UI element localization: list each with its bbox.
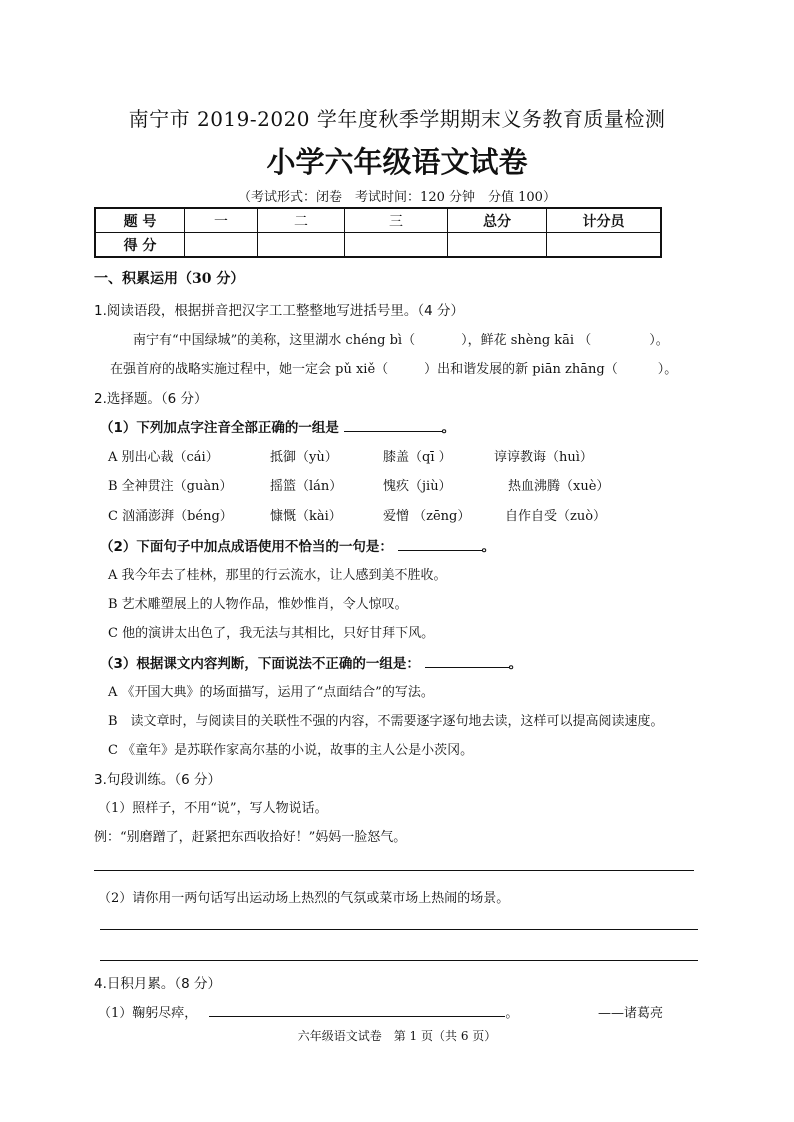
section-heading: 一、积累运用（30 分） <box>94 271 245 287</box>
q2-sub2-option-a: A 我今年去了桂林，那里的行云流水，让人感到美不胜收。 <box>108 568 447 583</box>
score-cell: 题 号 <box>95 208 185 233</box>
q4-sub1-end: 。 <box>505 1006 519 1021</box>
score-input-cell[interactable] <box>345 233 448 258</box>
score-cell: 二 <box>258 208 345 233</box>
score-table-score-row <box>95 233 661 258</box>
option-a-3: 膝盖（qī ） <box>383 450 452 465</box>
q2-sub3-end: 。 <box>508 656 523 672</box>
q2-sub3-option-b: B 读文章时，与阅读目的关联性不强的内容，不需要逐字逐句地去读，这样可以提高阅读速度。 <box>108 714 664 729</box>
answer-blank[interactable] <box>209 1002 505 1017</box>
option-b-1: B 全神贯注（guàn） <box>108 479 233 494</box>
answer-blank[interactable] <box>425 653 509 668</box>
q1-line1-text-c: ）。 <box>649 333 669 348</box>
score-input-cell[interactable] <box>448 233 547 258</box>
score-cell: 总分 <box>448 208 547 233</box>
question-title: 3.句段训练。（6 分） <box>94 772 222 788</box>
q1-line2 <box>110 358 677 377</box>
option-b-3: 愧疚（jiù） <box>383 479 452 494</box>
q1-line2-text-a: 在强首府的战略实施过程中，她一定会 pǔ xiě（ <box>110 362 389 377</box>
q1-line1-text-a: 南宁有“中国绿城”的美称，这里湖水 chéng bì（ <box>133 333 416 348</box>
exam-meta: （考试形式：闭卷 考试时间：120 分钟 分值 100） <box>238 190 556 205</box>
q3-example: 例：“别磨蹭了，赶紧把东西收拾好！”妈妈一脸怒气。 <box>94 830 407 845</box>
score-table-header-row <box>95 208 661 233</box>
q2-sub2-option-c: C 他的演讲太出色了，我无法与其相比，只好甘拜下风。 <box>108 626 435 641</box>
option-c-3: 爱憎 （zēng） <box>383 509 471 524</box>
score-input-cell[interactable] <box>185 233 258 258</box>
answer-line[interactable] <box>100 960 698 961</box>
q2-sub3-option-a: A 《开国大典》的场面描写，运用了“点面结合”的写法。 <box>108 685 434 700</box>
question-title: 2.选择题。（6 分） <box>94 391 208 407</box>
q2-sub2-end: 。 <box>481 539 496 555</box>
q3-sub2: （2）请你用一两句话写出运动场上热烈的气氛或菜市场上热闹的场景。 <box>98 891 510 906</box>
answer-blank[interactable] <box>344 417 442 432</box>
q2-sub2-text: （2）下面句子中加点成语使用不恰当的一句是： <box>100 539 393 555</box>
q2-sub3 <box>100 652 522 672</box>
question-title: 1.阅读语段，根据拼音把汉字工工整整地写进括号里。（4 分） <box>94 303 465 319</box>
q2-sub1 <box>100 416 455 436</box>
option-c-1: C 汹涌澎湃（béng） <box>108 509 233 524</box>
option-a-1: A 别出心裁（cái） <box>108 450 219 465</box>
q2-sub3-text: （3）根据课文内容判断，下面说法不正确的一组是： <box>100 656 420 672</box>
q2-sub2-option-b: B 艺术雕塑展上的人物作品，惟妙惟肖，令人惊叹。 <box>108 597 408 612</box>
score-cell: 一 <box>185 208 258 233</box>
option-b-4: 热血沸腾（xuè） <box>508 479 610 494</box>
page-title: 小学六年级语文试卷 <box>266 145 528 179</box>
option-a-2: 抵御（yù） <box>270 450 338 465</box>
q1-line1-text-b: ），鲜花 shèng kāi （ <box>461 333 592 348</box>
q2-sub1-text: （1）下列加点字注音全部正确的一组是 <box>100 420 339 436</box>
q4-sub1-author: ——诸葛亮 <box>598 1006 664 1021</box>
exam-header-line: 南宁市 2019-2020 学年度秋季学期期末义务教育质量检测 <box>128 107 666 131</box>
q1-line2-text-b: ）出和谐发展的新 piān zhāng（ <box>424 362 618 377</box>
answer-line[interactable] <box>100 929 698 930</box>
option-b-2: 摇篮（lán） <box>270 479 343 494</box>
page-footer: 六年级语文试卷 第 1 页（共 6 页） <box>297 1029 497 1043</box>
q1-line1 <box>133 329 669 348</box>
q3-sub1: （1）照样子，不用“说”，写人物说话。 <box>98 801 328 816</box>
q4-sub1 <box>98 1002 518 1021</box>
score-cell: 得 分 <box>95 233 185 258</box>
question-title: 4.日积月累。（8 分） <box>94 976 222 992</box>
q2-sub1-end: 。 <box>441 420 456 436</box>
option-c-2: 慷慨（kài） <box>270 509 342 524</box>
q1-line2-text-c: ）。 <box>657 362 678 377</box>
score-input-cell[interactable] <box>258 233 345 258</box>
q2-sub2 <box>100 535 495 555</box>
option-c-4: 自作自受（zuò） <box>505 509 607 524</box>
score-cell: 计分员 <box>547 208 662 233</box>
option-a-4: 谆谆教诲（huì） <box>494 450 593 465</box>
answer-blank[interactable] <box>398 536 482 551</box>
q4-sub1-text: （1）鞠躬尽瘁， <box>98 1006 198 1021</box>
score-table <box>94 207 662 258</box>
answer-line[interactable] <box>94 870 694 871</box>
q2-sub3-option-c: C 《童年》是苏联作家高尔基的小说，故事的主人公是小茨冈。 <box>108 743 474 758</box>
score-input-cell[interactable] <box>547 233 662 258</box>
score-cell: 三 <box>345 208 448 233</box>
